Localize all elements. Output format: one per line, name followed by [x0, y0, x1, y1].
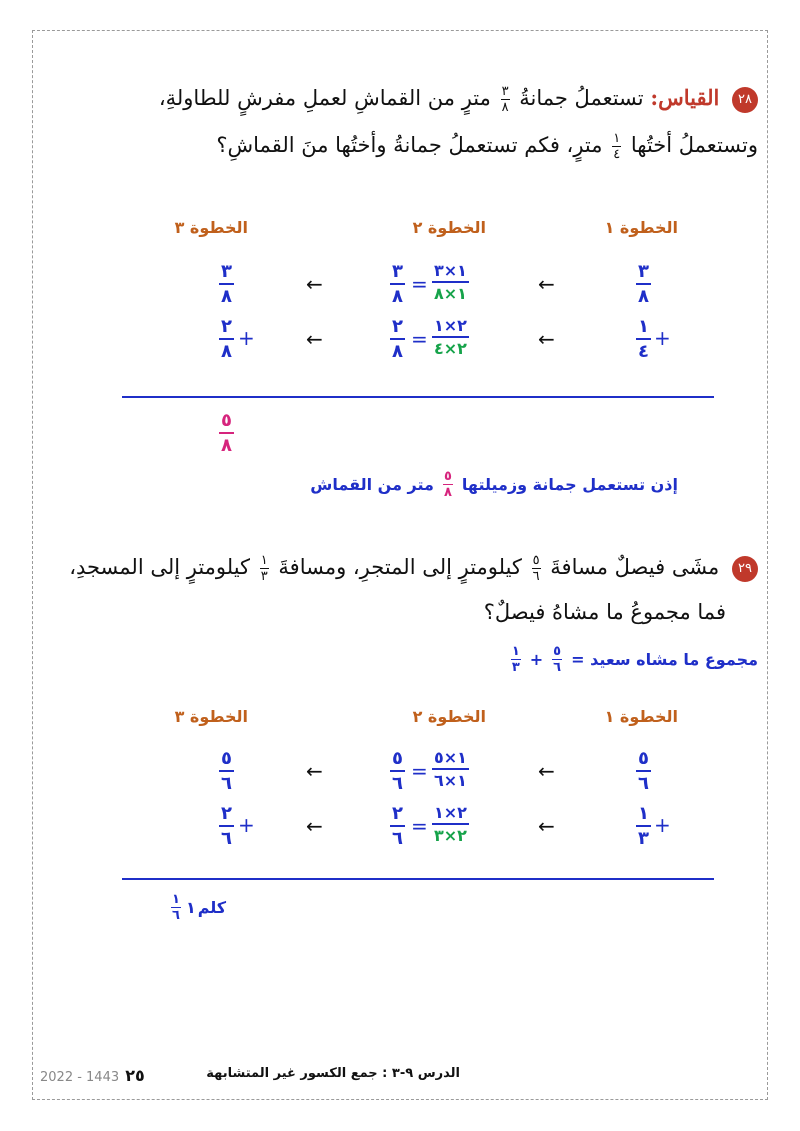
q29-plus-2: +: [238, 813, 255, 837]
q28-s3-fraction-1: ٣ ٨: [221, 261, 232, 307]
q28-answer-text-b: متر من القماش: [310, 475, 434, 494]
q28-line-2: [216, 125, 758, 165]
q28-s2-fraction-2: ٢ ٨: [392, 316, 403, 362]
q28-step-1-heading: الخطوة ١: [604, 218, 678, 237]
q29-sum-plus: +: [529, 650, 544, 669]
q28-s3-fraction-2: ٢ ٨: [221, 316, 232, 362]
q28-arrow-1: ←: [538, 272, 555, 296]
q28-plus-2: +: [238, 326, 255, 350]
q29-s3-fraction-1: ٥ ٦: [221, 748, 232, 794]
q29-arrow-4: ←: [306, 814, 323, 838]
q28-result-fraction: ٥ ٨: [221, 410, 232, 456]
q28-step-3-heading: الخطوة ٣: [174, 218, 248, 237]
q28-inline-fraction-2: $\frac{١}{٤}$: [613, 131, 621, 162]
q29-inline-fraction-2: $\frac{١}{٣}$: [260, 553, 268, 584]
q28-plus-1: +: [654, 326, 671, 350]
q29-step-2-heading: الخطوة ٢: [412, 707, 486, 726]
q29-arrow-2: ←: [306, 759, 323, 783]
q29-arrow-1: ←: [538, 759, 555, 783]
q29-equals-2: =: [411, 814, 428, 838]
lesson-title: الدرس ٩-٣ : جمع الكسور غير المتشابهة: [206, 1066, 460, 1081]
q29-text-1b: كيلومترٍ إلى المتجرِ، ومسافةَ: [278, 555, 522, 579]
q28-s2-expansion-1: ١×٣ ١×٨: [434, 261, 467, 303]
q28-inline-fraction-1: $\frac{٣}{٨}$: [501, 84, 509, 115]
q28-number-badge: ٢٨: [732, 87, 758, 113]
q28-text-2a: وتستعملُ أختُها: [630, 133, 758, 157]
q29-line-2: فما مجموعُ ما مشاهُ فيصلٌ؟: [483, 600, 726, 624]
page-footer: [40, 1066, 460, 1085]
q29-text-1a: مشَى فيصلٌ مسافةَ: [550, 555, 720, 579]
q29-s1-fraction-2: ١ ٣: [638, 803, 649, 849]
q28-arrow-3: ←: [538, 327, 555, 351]
q29-sum-label: مجموع ما مشاه سعيد =: [571, 650, 758, 669]
page-number: ٢٥: [125, 1066, 145, 1085]
q28-s1-fraction-2: ١ ٤: [638, 316, 649, 362]
q29-sum-expression: [508, 645, 758, 674]
q28-step-2-heading: الخطوة ٢: [412, 218, 486, 237]
q29-s1-fraction-1: ٥ ٦: [638, 748, 649, 794]
q29-s2-expansion-1: ١×٥ ١×٦: [434, 748, 467, 790]
q29-sum-fraction-1: $\frac{٥}{٦}$: [553, 644, 562, 675]
q29-sum-fraction-2: $\frac{١}{٣}$: [511, 644, 520, 675]
q28-arrow-4: ←: [306, 327, 323, 351]
q29-result: [168, 893, 226, 922]
q28-sum-rule: [122, 396, 714, 398]
q29-result-unit: كلم: [197, 898, 227, 917]
q29-sum-rule: [122, 878, 714, 880]
q29-s3-fraction-2: ٢ ٦: [221, 803, 232, 849]
q28-equals-1: =: [411, 272, 428, 296]
q29-equals-1: =: [411, 759, 428, 783]
q28-text-1b: مترٍ من القماشِ لعملِ مفرشٍ للطاولةِ،: [158, 86, 491, 110]
q29-s2-expansion-2: ٢×١ ٢×٣: [434, 803, 467, 845]
q29-inline-fraction-1: $\frac{٥}{٦}$: [532, 553, 540, 584]
q28-text-1a: تستعملُ جمانةُ: [519, 86, 644, 110]
q29-s2-fraction-1: ٥ ٦: [392, 748, 403, 794]
footer-year: 2022 - 1443: [40, 1070, 120, 1085]
q29-number-badge: ٢٩: [732, 556, 758, 582]
q28-answer-text-a: إذن تستعمل جمانة وزميلتها: [461, 475, 678, 494]
q28-arrow-2: ←: [306, 272, 323, 296]
q28-text-2b: مترٍ، فكم تستعملُ جمانةُ وأختُها منَ القماشِ؟: [216, 133, 603, 157]
q28-answer: [310, 470, 678, 499]
q28-topic: القياس:: [650, 85, 720, 110]
q28-line-1: [159, 78, 758, 118]
q28-s2-expansion-2: ٢×١ ٢×٤: [434, 316, 467, 358]
q29-step-1-heading: الخطوة ١: [604, 707, 678, 726]
q28-equals-2: =: [411, 327, 428, 351]
q29-step-3-heading: الخطوة ٣: [174, 707, 248, 726]
q28-s2-fraction-1: ٣ ٨: [392, 261, 403, 307]
q29-line-1: [69, 547, 758, 587]
q29-text-1c: كيلومترٍ إلى المسجدِ،: [69, 555, 251, 579]
q28-s1-fraction-1: ٣ ٨: [638, 261, 649, 307]
q29-s2-fraction-2: ٢ ٦: [392, 803, 403, 849]
q29-result-fraction: $\frac{١}{٦}$: [172, 892, 180, 923]
q29-arrow-3: ←: [538, 814, 555, 838]
q29-plus-1: +: [654, 813, 671, 837]
q28-answer-fraction: $\frac{٥}{٨}$: [443, 469, 452, 500]
q29-result-whole: ١: [185, 898, 196, 917]
